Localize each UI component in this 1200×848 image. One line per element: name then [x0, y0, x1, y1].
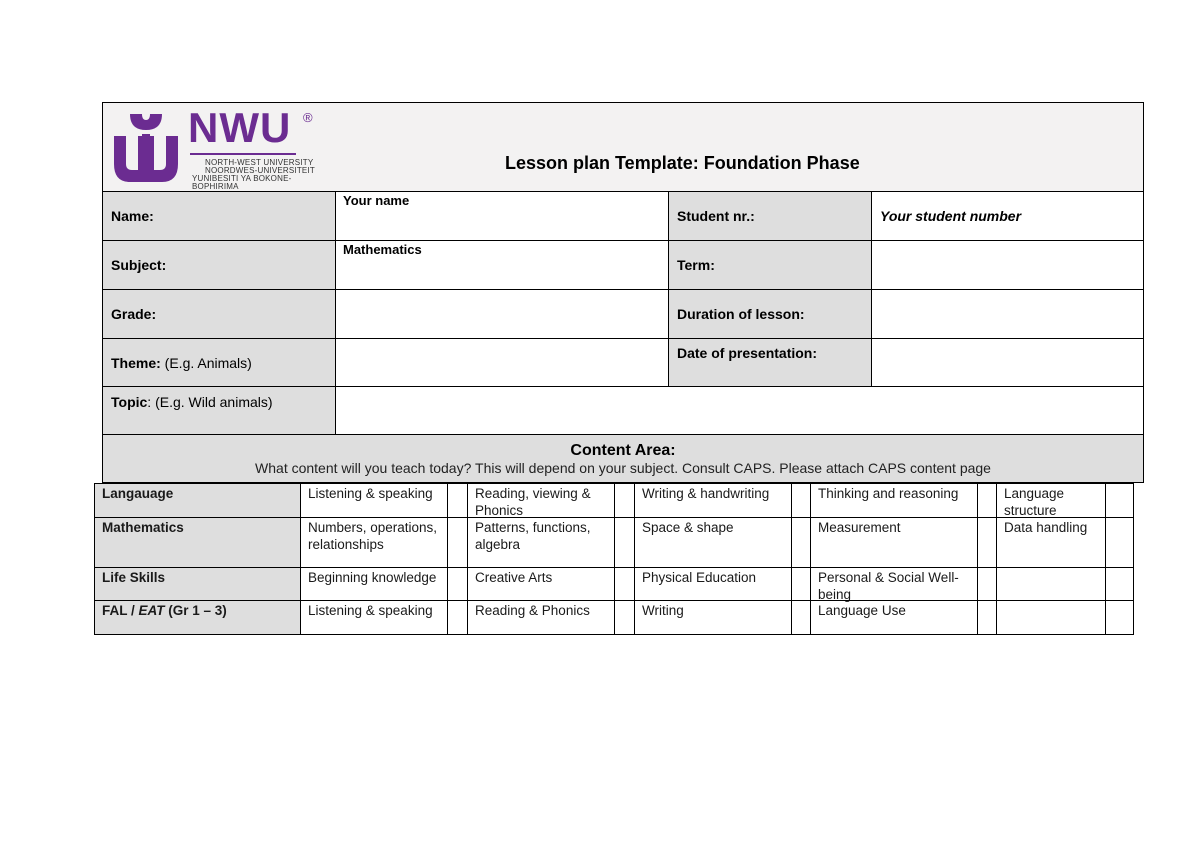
logo-subtitle-2: NOORDWES-UNIVERSITEIT [205, 166, 315, 175]
content-item: Physical Education [634, 567, 792, 601]
content-item [996, 567, 1106, 601]
subject-name [94, 600, 301, 635]
content-item: Reading, viewing & Phonics [467, 483, 615, 518]
checkbox[interactable] [447, 517, 468, 568]
subject-name-prefix: FAL / [102, 603, 139, 618]
checkbox[interactable] [977, 600, 997, 635]
subject-name-italic: EAT [138, 603, 165, 618]
checkbox[interactable] [1105, 517, 1134, 568]
subject-name: Mathematics [94, 517, 301, 568]
topic-hint: : (E.g. Wild animals) [147, 394, 273, 410]
term-field[interactable] [871, 240, 1144, 290]
page-title: Lesson plan Template: Foundation Phase [505, 153, 860, 173]
content-item: Space & shape [634, 517, 792, 568]
content-item: Listening & speaking [300, 483, 448, 518]
topic-field[interactable] [335, 386, 1144, 435]
logo-subtitle-1: NORTH-WEST UNIVERSITY [205, 158, 314, 167]
content-item: Writing [634, 600, 792, 635]
theme-label [102, 338, 336, 387]
checkbox[interactable] [791, 600, 811, 635]
checkbox[interactable] [614, 600, 635, 635]
content-area-description: What content will you teach today? This will depend on your subject. Consult CAPS. Please attach CAPS content page [255, 460, 991, 476]
logo-name: NWU [188, 104, 292, 151]
content-item: Writing & handwriting [634, 483, 792, 518]
student-nr-field[interactable]: Your student number [871, 191, 1144, 241]
theme-label-text: Theme: [111, 354, 161, 371]
content-item: Listening & speaking [300, 600, 448, 635]
content-item: Reading & Phonics [467, 600, 615, 635]
term-label: Term: [668, 240, 872, 290]
subject-name: Langauage [94, 483, 301, 518]
student-nr-label: Student nr.: [668, 191, 872, 241]
duration-label: Duration of lesson: [668, 289, 872, 339]
checkbox[interactable] [614, 517, 635, 568]
logo-registered: ® [303, 110, 313, 125]
theme-field[interactable] [335, 338, 669, 387]
checkbox[interactable] [614, 567, 635, 601]
checkbox[interactable] [1105, 567, 1134, 601]
date-field[interactable] [871, 338, 1144, 387]
content-item [996, 600, 1106, 635]
date-label: Date of presentation: [668, 338, 872, 387]
duration-field[interactable] [871, 289, 1144, 339]
content-item: Personal & Social Well-being [810, 567, 978, 601]
theme-hint: (E.g. Animals) [160, 354, 252, 371]
checkbox[interactable] [614, 483, 635, 518]
nwu-emblem-icon [110, 110, 182, 184]
checkbox[interactable] [447, 483, 468, 518]
subject-label: Subject: [102, 240, 336, 290]
content-item: Thinking and reasoning [810, 483, 978, 518]
name-label: Name: [102, 191, 336, 241]
checkbox[interactable] [447, 567, 468, 601]
checkbox[interactable] [1105, 483, 1134, 518]
checkbox[interactable] [977, 567, 997, 601]
content-item: Creative Arts [467, 567, 615, 601]
topic-label-text: Topic [111, 394, 148, 410]
grade-field[interactable] [335, 289, 669, 339]
topic-label [102, 386, 336, 435]
subject-name: Life Skills [94, 567, 301, 601]
checkbox[interactable] [791, 483, 811, 518]
checkbox[interactable] [791, 517, 811, 568]
content-area-title: Content Area: [570, 442, 676, 459]
content-item: Language structure [996, 483, 1106, 518]
content-item: Patterns, functions, algebra [467, 517, 615, 568]
logo-subtitle-3: YUNIBESITI YA BOKONE-BOPHIRIMA [192, 174, 292, 191]
checkbox[interactable] [447, 600, 468, 635]
content-item: Data handling [996, 517, 1106, 568]
checkbox[interactable] [791, 567, 811, 601]
subject-field[interactable]: Mathematics [335, 240, 669, 290]
content-area [102, 434, 1144, 483]
content-item: Numbers, operations, relationships [300, 517, 448, 568]
checkbox[interactable] [977, 483, 997, 518]
checkbox[interactable] [1105, 600, 1134, 635]
grade-label: Grade: [102, 289, 336, 339]
logo-rule [190, 153, 296, 155]
nwu-logo [110, 104, 320, 191]
content-item: Beginning knowledge [300, 567, 448, 601]
content-item: Measurement [810, 517, 978, 568]
checkbox[interactable] [977, 517, 997, 568]
content-item: Language Use [810, 600, 978, 635]
name-field[interactable]: Your name [335, 191, 669, 241]
subject-name-suffix: (Gr 1 – 3) [164, 603, 227, 618]
